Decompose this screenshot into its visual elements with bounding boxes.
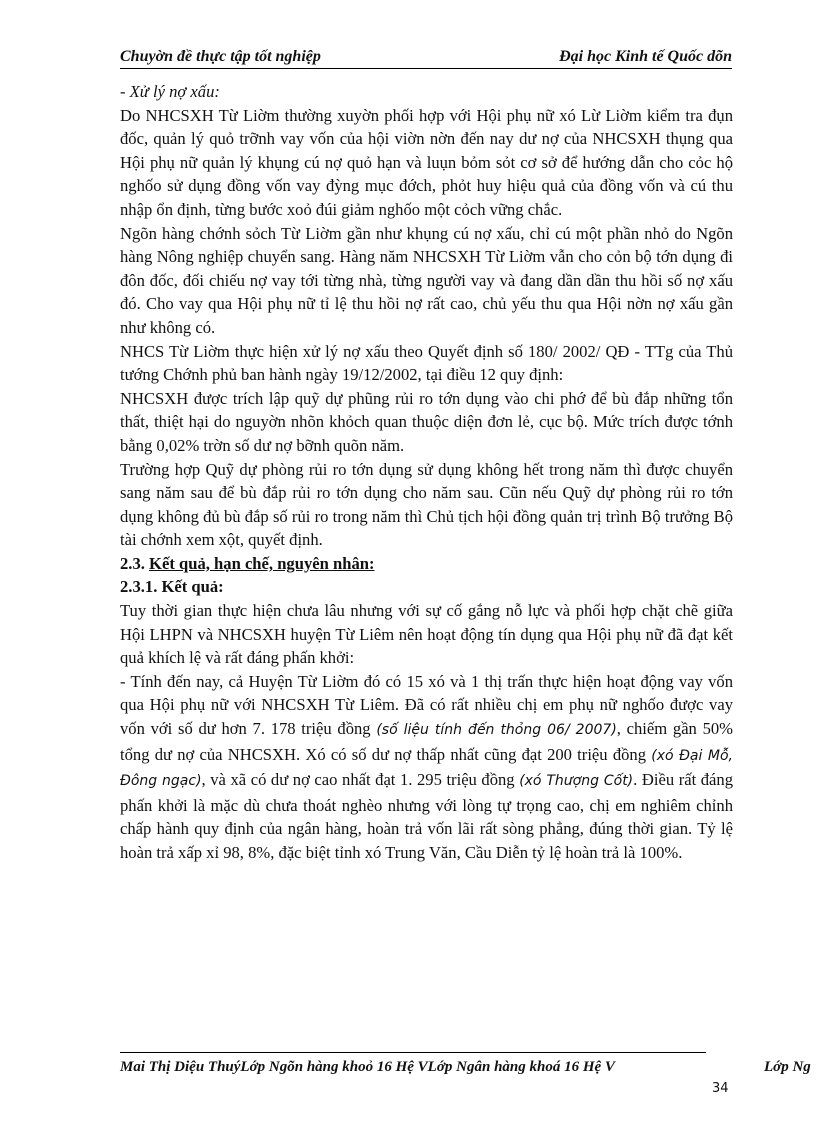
text-run: . Điều rất đáng phấn khởi là mặc dù chưa thoát nghèo nhưng với lòng tự trọng cao, chị em nghiêm chỉnh chấp hành quy định của ngân hàng, hoàn trả vốn lãi rất sòng phẳng, đúng thời gian. Tỷ lệ hoàn trả xấp xỉ 98, 8%, đặc biệt tỉnh xó Trung Văn, Cầu Diễn tỷ lệ hoàn trả là 100%. <box>120 770 734 862</box>
paragraph: NHCS Từ Liờm thực hiện xử lý nợ xấu theo Quyết định số 180/ 2002/ QĐ - TTg của Thủ tướng Chớnh phủ ban hành ngày 19/12/2002, tại điều 12 quy định: <box>120 341 733 385</box>
section-heading-text: Kết quả, hạn chế, nguyên nhân: <box>149 553 375 573</box>
subsection-heading: 2.3.1. Kết quả: <box>120 577 224 597</box>
paragraph: Trường hợp Quỹ dự phòng rủi ro tớn dụng sử dụng không hết trong năm thì được chuyển sang năm sau để bù đắp rủi ro tớn dụng cho năm sau. Cũn nếu Quỹ dự phòng rủi ro tớn dụng không đủ bù đắp số rủi ro trong năm thì Chủ tịch hội đồng quản trị trình Bộ trưởng Bộ tài chớnh xem xột, quyết định. <box>120 459 733 550</box>
header-right-title: Đại học Kinh tế Quốc dõn <box>559 48 732 65</box>
paragraph: Ngõn hàng chớnh sỏch Từ Liờm gần như khụng cú nợ xấu, chỉ cú một phần nhỏ do Ngõn hàng Nông nghiệp chuyển sang. Hàng năm NHCSXH Từ Liờm vẫn cho cỏn bộ tớn dụng đi đôn đốc, đối chiếu nợ vay tới từng nhà, từng người vay và đang dần dần thu hồi số nợ xấu đó. Cho vay qua Hội phụ nữ tỉ lệ thu hồi nợ rất cao, chủ yếu thu qua Hội nờn nợ xấu gần như không có. <box>120 223 733 337</box>
source-note: (xó Đại Mỗ, Đông ngạc) <box>120 747 734 790</box>
paragraph: Tuy thời gian thực hiện chưa lâu nhưng với sự cố gắng nỗ lực và phối hợp chặt chẽ giữa Hội LHPN và NHCSXH huyện Từ Liêm nên hoạt động tín dụng qua Hội phụ nữ đã đạt kết quả khích lệ và rất đáng phấn khởi: <box>120 601 733 668</box>
paragraph: Do NHCSXH Từ Liờm thường xuyờn phối hợp với Hội phụ nữ xó Lừ Liờm kiểm tra đụn đốc, quản lý quỏ trỡnh vay vốn của hội viờn nờn đến nay dư nợ của NHCSXH thụng qua Hội phụ nữ quản lý khụng cú nợ quỏ hạn và luụn bỏm sỏt cơ sở để hướng dẫn cho cỏc hộ nghốo sử dụng đồng vốn vay đỳng mục đớch, phỏt huy hiệu quả của đồng vốn và cú thu nhập ổn định, từng bước xoỏ đúi giảm nghốo một cỏch vững chắc. <box>120 105 733 219</box>
footer-left: Mai Thị Diệu ThuýLớp Ngõn hàng khoỏ 16 Hệ VLớp Ngân hàng khoá 16 Hệ V <box>120 1059 615 1075</box>
section-heading <box>120 552 733 576</box>
section-label: - Xử lý nợ xấu: <box>120 82 220 101</box>
header-left-title: Chuyờn đề thực tập tốt nghiệp <box>120 48 321 65</box>
page-header <box>120 46 732 69</box>
document-body <box>120 80 733 865</box>
source-note: (số liệu tính đến thỏng 06/ 2007) <box>376 722 617 739</box>
text-run: , và xã có dư nợ cao nhất đạt 1. 295 triệu đồng <box>201 770 520 790</box>
footer-divider <box>120 1052 706 1053</box>
footer-right: Lớp Ng <box>764 1059 811 1075</box>
paragraph: NHCSXH được trích lập quỹ dự phũng rủi ro tớn dụng vào chi phớ để bù đắp những tổn thất, thiệt hại do nguyờn nhõn khỏch quan thuộc diện đơn lẻ, cục bộ. Mức trích được tớnh bằng 0,02% trờn số dư nợ bỡnh quõn năm. <box>120 388 733 455</box>
paragraph <box>120 670 733 865</box>
source-note: (xó Thượng Cốt) <box>519 773 634 790</box>
text-run: - Tính đến nay, cả Huyện Từ Liờm đó có 15 xó và 1 thị trấn thực hiện hoạt động vay vốn qua Hội phụ nữ với NHCSXH Từ Liêm. Đã có rất nhiều chị em phụ nữ nghốo được vay vốn với số dư hơn 7. 178 triệu đồng <box>120 671 733 739</box>
section-heading-number: 2.3. <box>120 553 145 573</box>
text-run: , chiếm gần 50% tổng dư nợ của NHCSXH. Xó có số dư nợ thấp nhất cũng đạt 200 triệu đồng <box>120 719 733 764</box>
page-number: 34 <box>712 1081 729 1096</box>
